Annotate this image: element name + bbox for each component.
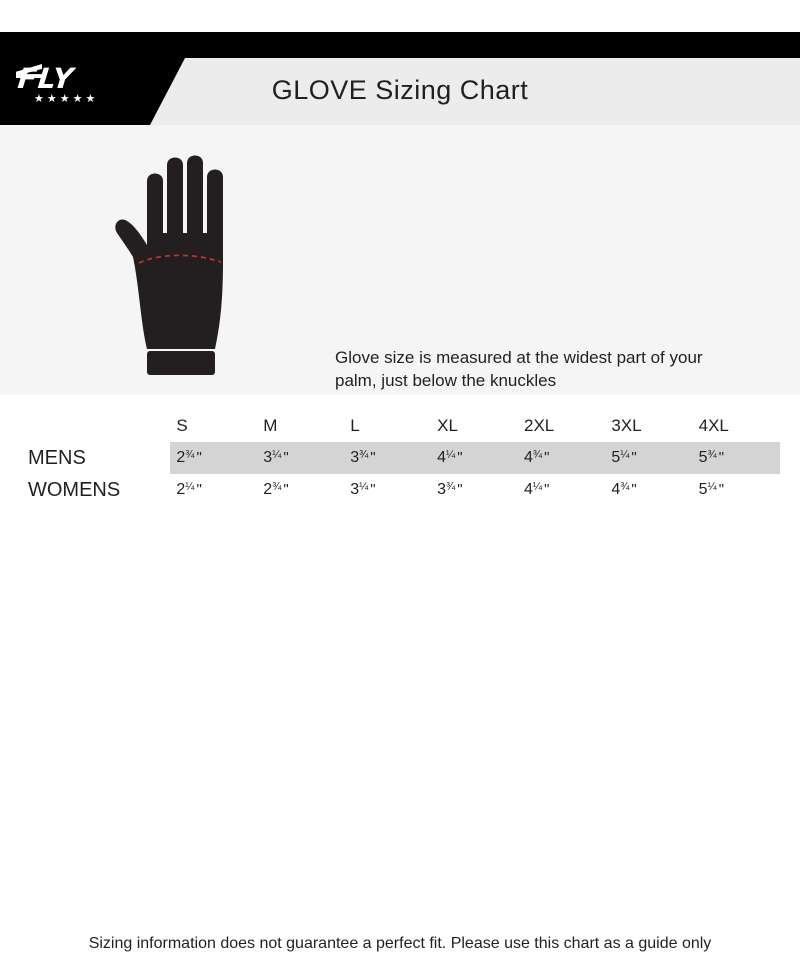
measure-note: Glove size is measured at the widest part of your palm, just below the knuckles [335,348,703,390]
cell-fraction: ¾ [359,449,369,462]
cell-mens-s [170,442,257,474]
column-header-2xl: 2XL [524,416,555,435]
cell-fraction: ¾ [620,481,630,494]
cell-fraction: ¾ [185,449,195,462]
cell-mens-l [344,442,431,474]
cell-fraction: ¼ [272,449,282,462]
logo-text: FLY [16,62,76,95]
cell-whole: 3 [350,481,360,498]
cell-womens-s [170,474,257,506]
table-header-row [20,410,780,442]
header-corner-cell [20,410,170,442]
cell-whole: 3 [263,449,273,466]
cell-unit: " [457,481,463,498]
size-table [20,410,780,506]
cell-unit: " [631,481,637,498]
cell-mens-m [257,442,344,474]
cell-unit: " [457,449,463,466]
row-label-womens: WOMENS [28,478,121,501]
table-head [20,410,780,442]
cell-womens-2xl [518,474,605,506]
cell-unit: " [283,449,289,466]
table-row-mens [20,442,780,474]
cell-mens-4xl [693,442,780,474]
logo-stars-icon: ★★★★★ [34,93,99,105]
column-header-s: S [176,416,188,435]
cell-whole: 4 [524,481,533,498]
cell-whole: 4 [611,481,621,498]
column-header-3xl: 3XL [611,416,642,435]
glove-silhouette-icon [55,135,305,385]
cell-unit: " [718,449,725,466]
cell-whole: 2 [263,481,273,498]
row-label-mens: MENS [28,446,86,469]
cell-mens-xl [431,442,518,474]
cell-unit: " [544,449,550,466]
cell-fraction: ¼ [532,481,543,494]
cell-fraction: ¾ [532,449,543,462]
column-header-4xl: 4XL [698,416,729,435]
cell-whole: 5 [611,449,621,466]
cell-fraction: ¾ [446,481,456,494]
cell-whole: 2 [176,449,186,466]
cell-fraction: ¼ [620,449,630,462]
cell-fraction: ¼ [446,449,456,462]
column-header-m: M [263,416,278,435]
cell-fraction: ¼ [359,481,369,494]
cell-whole: 5 [698,481,708,498]
cell-fraction: ¾ [707,449,717,462]
cell-unit: " [631,449,637,466]
cell-womens-l [344,474,431,506]
cell-womens-4xl [693,474,780,506]
cell-fraction: ¾ [272,481,282,494]
cell-unit: " [718,481,725,498]
cell-fraction: ¼ [185,481,195,494]
cell-fraction: ¼ [707,481,717,494]
cell-unit: " [196,481,202,498]
page-title: GLOVE Sizing Chart [271,75,529,105]
cell-womens-m [257,474,344,506]
illustration-area [0,125,800,395]
cell-unit: " [370,481,376,498]
top-black-bar [0,32,800,58]
cell-womens-xl [431,474,518,506]
column-header-l: L [350,416,360,435]
column-header-xl: XL [437,416,458,435]
cell-whole: 3 [350,449,360,466]
table-row-womens [20,474,780,506]
footnote: Sizing information does not guarantee a perfect fit. Please use this chart as a guide only [88,935,712,952]
table-area [0,395,800,952]
cell-mens-3xl [605,442,692,474]
cell-whole: 4 [437,449,447,466]
cell-unit: " [370,449,376,466]
cell-unit: " [196,449,202,466]
cell-mens-2xl [518,442,605,474]
cell-whole: 4 [524,449,533,466]
table-body [20,442,780,506]
cell-whole: 3 [437,481,447,498]
cell-whole: 5 [698,449,708,466]
cell-whole: 2 [176,481,186,498]
cell-womens-3xl [605,474,692,506]
cell-unit: " [283,481,289,498]
cell-unit: " [544,481,550,498]
